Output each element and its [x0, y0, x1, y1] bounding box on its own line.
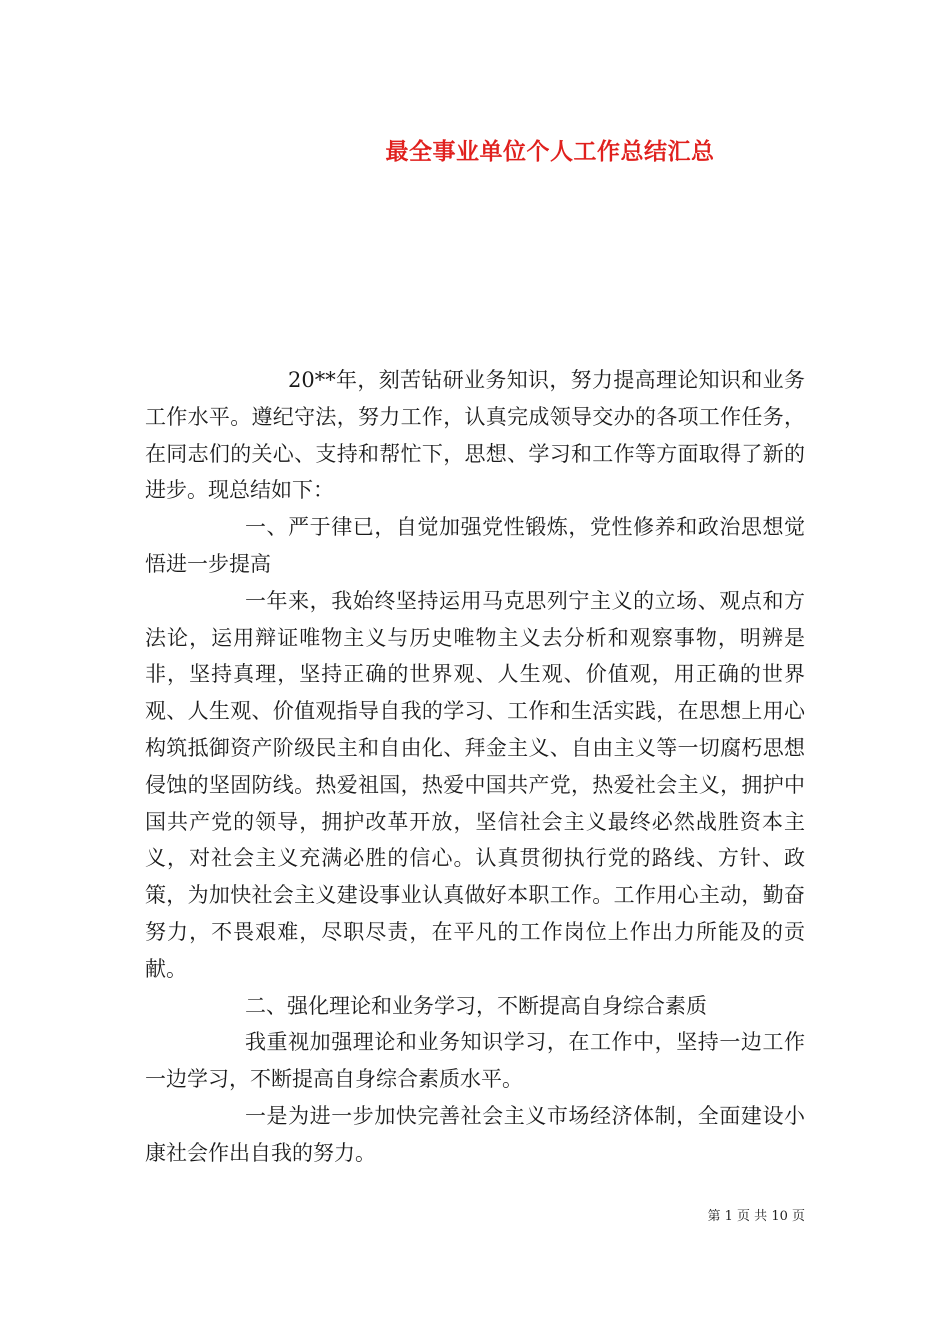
section-heading-1: 一、严于律已，自觉加强党性锻炼，党性修养和政治思想觉悟进一步提高	[145, 515, 805, 576]
paragraph-section-1: 一年来，我始终坚持运用马克思列宁主义的立场、观点和方法论，运用辩证唯物主义与历史唯物主义去分析和观察事物，明辨是非，坚持真理，坚持正确的世界观、人生观、价值观，用正确的世界观、人生观、价值观指导自我的学习、工作和生活实践，在思想上用心构筑抵御资产阶级民主和自由化、拜金主义、自由主义等一切腐朽思想侵蚀的坚固防线。热爱祖国，热爱中国共产党，热爱社会主义，拥护中国共产党的领导，拥护改革开放，坚信社会主义最终必然战胜资本主义，对社会主义充满必胜的信心。认真贯彻执行党的路线、方针、政策，为加快社会主义建设事业认真做好本职工作。工作用心主动，勤奋努力，不畏艰难，尽职尽责，在平凡的工作岗位上作出力所能及的贡献。	[145, 588, 805, 981]
paragraph-intro: 20**年，刻苦钻研业务知识，努力提高理论知识和业务工作水平。遵纪守法，努力工作，认真完成领导交办的各项工作任务，在同志们的关心、支持和帮忙下，思想、学习和工作等方面取得了新的进步。现总结如下：	[145, 368, 805, 503]
page-number: 第 1 页 共 10 页	[707, 1209, 805, 1224]
paragraph-point-1: 一是为进一步加快完善社会主义市场经济体制，全面建设小康社会作出自我的努力。	[145, 1103, 805, 1165]
document-title: 最全事业单位个人工作总结汇总	[385, 138, 715, 165]
paragraph-section-2: 我重视加强理论和业务知识学习，在工作中，坚持一边工作一边学习，不断提高自身综合素质水平。	[145, 1030, 805, 1092]
section-heading-2: 二、强化理论和业务学习，不断提高自身综合素质	[245, 993, 707, 1018]
document-body	[145, 362, 805, 1172]
